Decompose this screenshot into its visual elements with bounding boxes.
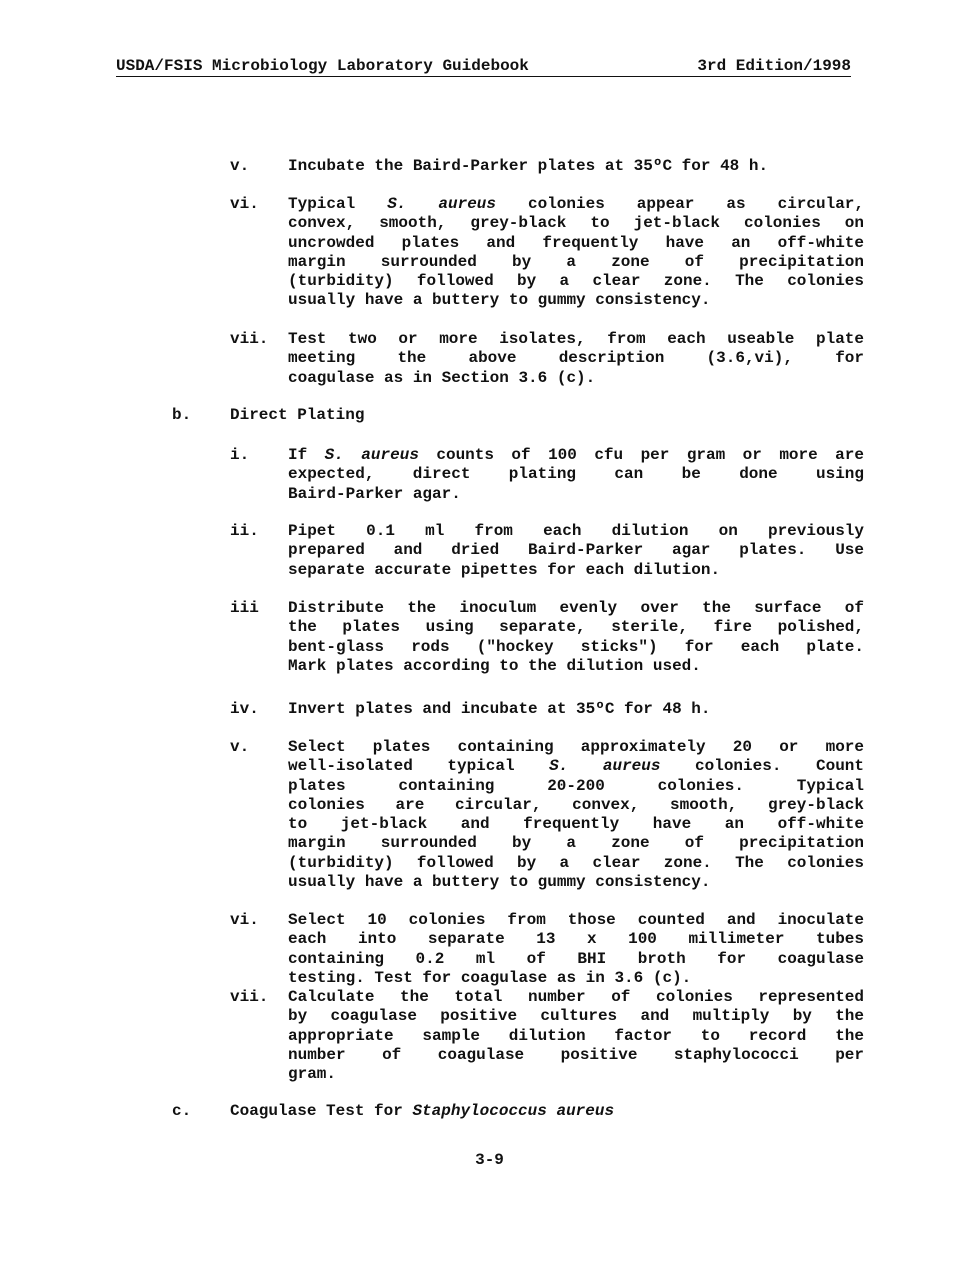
organism-name: S. aureus: [387, 195, 497, 213]
item-number: vii.: [230, 330, 269, 348]
list-item-select-colonies: Select 10 colonies from those counted and inoculate each into separate 13 x 100 millimeter tubes containing 0.2 ml of BHI broth for coagulase testing. Test for coagulase as in 3.6 (c).: [288, 911, 864, 987]
item-number: iii: [230, 599, 259, 617]
item-number: v.: [230, 738, 250, 756]
section-letter: c.: [172, 1102, 192, 1120]
item-number: ii.: [230, 522, 259, 540]
running-header: [116, 56, 851, 77]
section-heading-direct-plating: Direct Plating: [230, 406, 365, 424]
header-edition: 3rd Edition/1998: [697, 57, 851, 75]
list-item-typical-colonies: Typical S. aureus colonies appear as circular, convex, smooth, grey-black to jet-black colonies on uncrowded plates and frequently have an off-white margin surrounded by a zone of precipitation (turbidity) followed by a clear zone. The colonies usually have a buttery to gummy consistency.: [288, 195, 865, 310]
item-number: i.: [230, 446, 250, 464]
section-heading-coagulase-test: Coagulase Test for Staphylococcus aureus: [230, 1102, 615, 1120]
organism-name: S. aureus: [324, 446, 419, 464]
item-number: vii.: [230, 988, 269, 1006]
organism-name: S. aureus: [549, 757, 661, 776]
section-letter: b.: [172, 406, 192, 424]
item-number: vi.: [230, 195, 259, 213]
list-item-select-plates: Select plates containing approximately 20 or more well-isolated typical S. aureus colonies. Count plates containing 20-200 colonies. Typical colonies are circular, convex, smooth, grey-black to jet-black and frequently have an off-white margin surrounded by a zone of precipitation (turbidity) followed by a clear zone. The colonies usually have a buttery to gummy consistency.: [288, 738, 864, 892]
list-item-calculate-total: Calculate the total number of colonies represented by coagulase positive cultures and multiply by the appropriate sample dilution factor to record the number of coagulase positive staphylococci per gram.: [288, 988, 864, 1084]
item-text: Incubate the Baird-Parker plates at 35ºC for 48 h.: [288, 157, 769, 175]
list-item-invert-plates: Invert plates and incubate at 35ºC for 48 h.: [288, 700, 711, 718]
list-item-distribute-inoculum: Distribute the inoculum evenly over the surface of the plates using separate, sterile, fire polished, bent-glass rods ("hockey sticks") for each plate. Mark plates according to the dilution used.: [288, 599, 864, 675]
list-item-test-isolates: Test two or more isolates, from each useable plate meeting the above description (3.6,vi), for coagulase as in Section 3.6 (c).: [288, 330, 864, 387]
page-number: 3-9: [475, 1151, 504, 1169]
list-item-pipet: Pipet 0.1 ml from each dilution on previously prepared and dried Baird-Parker agar plates. Use separate accurate pipettes for each dilution.: [288, 522, 864, 579]
organism-name: Staphylococcus aureus: [412, 1102, 615, 1120]
list-item-direct-plating-expected: If S. aureus counts of 100 cfu per gram or more are expected, direct plating can be done using Baird-Parker agar.: [288, 446, 864, 503]
item-number: vi.: [230, 911, 259, 929]
item-number: iv.: [230, 700, 259, 718]
header-title: USDA/FSIS Microbiology Laboratory Guidebook: [116, 57, 529, 75]
item-number: v.: [230, 157, 250, 175]
